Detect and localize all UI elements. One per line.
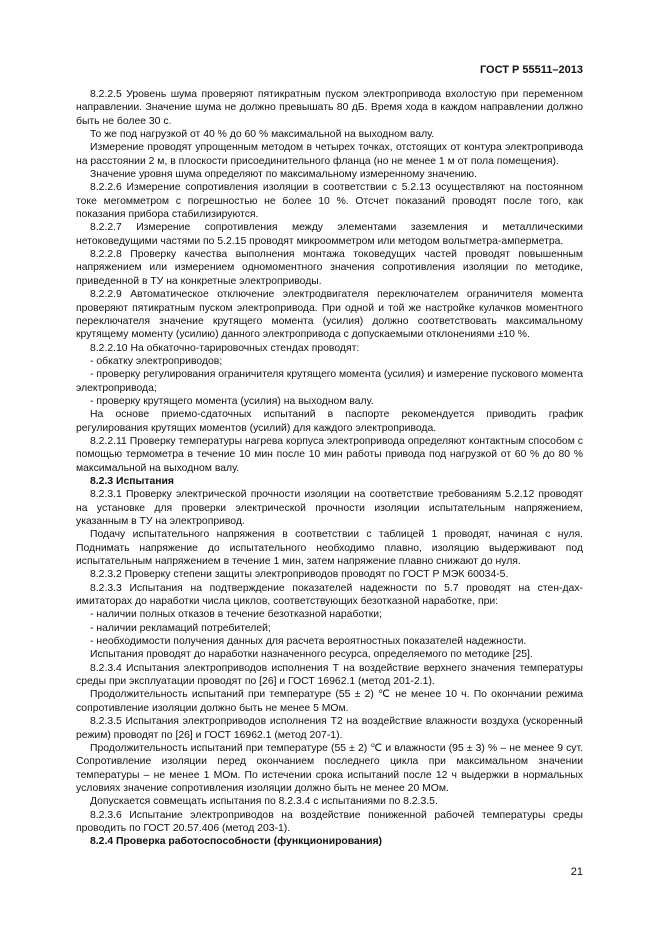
paragraph: Значение уровня шума определяют по максимальному измеренному значению.	[90, 169, 477, 181]
paragraph: 8.2.3.5 Испытания электроприводов исполнения Т2 на воздействие влажности воздуха (ускоренный режим) проводят по [26] и ГОСТ 16962.1 (метод 207-1).	[76, 716, 583, 741]
section-heading: 8.2.4 Проверка работоспособности (функционирования)	[90, 836, 382, 848]
section-heading: 8.2.3 Испытания	[90, 475, 174, 487]
paragraph: 8.2.2.9 Автоматическое отключение электродвигателя переключателем ограничителя момента проверяют пятикратным пуском электропривода. При одной и той же настройке кулачков моментного переключателя значение крутящего момента (усилия) должно соответствовать максимальному крутящему моменту (усилию) данного электропривода с допускаемыми отклонениями ±10 %.	[76, 289, 583, 341]
list-item: - необходимости получения данных для расчета вероятностных показателей надежности.	[90, 636, 527, 648]
list-item: - наличии рекламаций потребителей;	[90, 622, 271, 634]
paragraph: Подачу испытательного напряжения в соответствии с таблицей 1 проводят, начиная с нуля. Поднимать напряжение до испытательного необходимо плавно, изоляцию выдерживают под испытательным напряжением в течение 1 мин, затем напряжение плавно снижают до нуля.	[76, 529, 583, 568]
paragraph: Продолжительность испытаний при температуре (55 ± 2) ℃ и влажности (95 ± 3) % – не менее 9 сут. Сопротивление изоляции перед окончанием последнего цикла при максимальном значении температуры – не менее 1 МОм. По истечении срока испытаний после 12 ч выдержки в нормальных условиях значение сопротивления изоляции должно быть не менее 20 МОм.	[76, 742, 583, 794]
list-item: - обкатку электроприводов;	[90, 355, 223, 367]
paragraph: 8.2.2.10 На обкаточно-тарировочных стендах проводят:	[90, 342, 360, 354]
list-item: - проверку крутящего момента (усилия) на выходном валу.	[90, 395, 374, 407]
paragraph: Продолжительность испытаний при температуре (55 ± 2) ℃ не менее 10 ч. По окончании режима сопротивление изоляции должно быть не менее 5 МОм.	[76, 689, 583, 714]
list-item: - наличии полных отказов в течение безотказной наработки;	[90, 609, 382, 621]
paragraph: 8.2.2.11 Проверку температуры нагрева корпуса электропривода определяют контактным способом с помощью термометра в течение 10 мин после 10 мин работы привода под нагрузкой от 60 % до 80 % максимальной на выходном валу.	[76, 435, 583, 474]
paragraph: Допускается совмещать испытания по 8.2.3.4 с испытаниями по 8.2.3.5.	[90, 796, 438, 808]
paragraph: То же под нагрузкой от 40 % до 60 % максимальной на выходном валу.	[90, 129, 435, 141]
list-item: - проверку регулирования ограничителя крутящего момента (усилия) и измерение пускового момента электропривода;	[76, 369, 583, 394]
paragraph: 8.2.2.6 Измерение сопротивления изоляции в соответствии с 5.2.13 осуществляют на постоянном токе мегомметром с погрешностью не более 10 %. Отсчет показаний проводят после того, как показания прибора стабилизируются.	[76, 182, 583, 221]
paragraph: 8.2.2.8 Проверку качества выполнения монтажа токоведущих частей проводят повышенным напряжением или измерением одномоментного значения сопротивления изоляции по методике, приведенной в ТУ на конкретные электроприводы.	[76, 249, 583, 287]
paragraph: 8.2.3.4 Испытания электроприводов исполнения Т на воздействие верхнего значения температуры среды при эксплуатации проводят по [26] и ГОСТ 16962.1 (метод 201-2.1).	[76, 662, 583, 688]
paragraph: На основе приемо-сдаточных испытаний в паспорте рекомендуется приводить график регулирования крутящих моментов (усилий) для каждого электропривода.	[76, 409, 583, 434]
paragraph: Испытания проводят до наработки назначенного ресурса, определяемого по методике [25].	[90, 649, 533, 661]
paragraph: 8.2.2.7 Измерение сопротивления между элементами заземления и металлическими нетоковедущими частями по 5.2.15 проводят микроомметром или методом вольтметра-амперметра.	[76, 222, 583, 247]
page-number: 21	[570, 866, 583, 878]
paragraph: 8.2.3.1 Проверку электрической прочности изоляции на соответствие требованиям 5.2.12 проводят на установке для проверки электрической прочности изоляции испытательным напряжением, указанным в ТУ на электропривод.	[76, 489, 583, 527]
paragraph: 8.2.2.5 Уровень шума проверяют пятикратным пуском электропривода вхолостую при переменном направлении. Значение шума не должно превышать 80 дБ. Время хода в каждом направлении должно быть не более 30 с.	[76, 89, 583, 127]
document-body	[76, 88, 583, 849]
document-header: ГОСТ Р 55511–2013	[479, 64, 583, 76]
paragraph: 8.2.3.3 Испытания на подтверждение показателей надежности по 5.7 проводят на стен-дах-имитаторах до наработки числа циклов, соответствующих безотказной наработке, при:	[76, 582, 583, 608]
paragraph: Измерение проводят упрощенным методом в четырех точках, отстоящих от контура электропривода на расстоянии 2 м, в плоскости присоединительного фланца (но не менее 1 м от пола помещения).	[76, 142, 583, 167]
paragraph: 8.2.3.2 Проверку степени защиты электроприводов проводят по ГОСТ Р МЭК 60034-5.	[90, 569, 509, 581]
paragraph: 8.2.3.6 Испытание электроприводов на воздействие пониженной рабочей температуры среды проводить по ГОСТ 20.57.406 (метод 203-1).	[76, 809, 583, 834]
